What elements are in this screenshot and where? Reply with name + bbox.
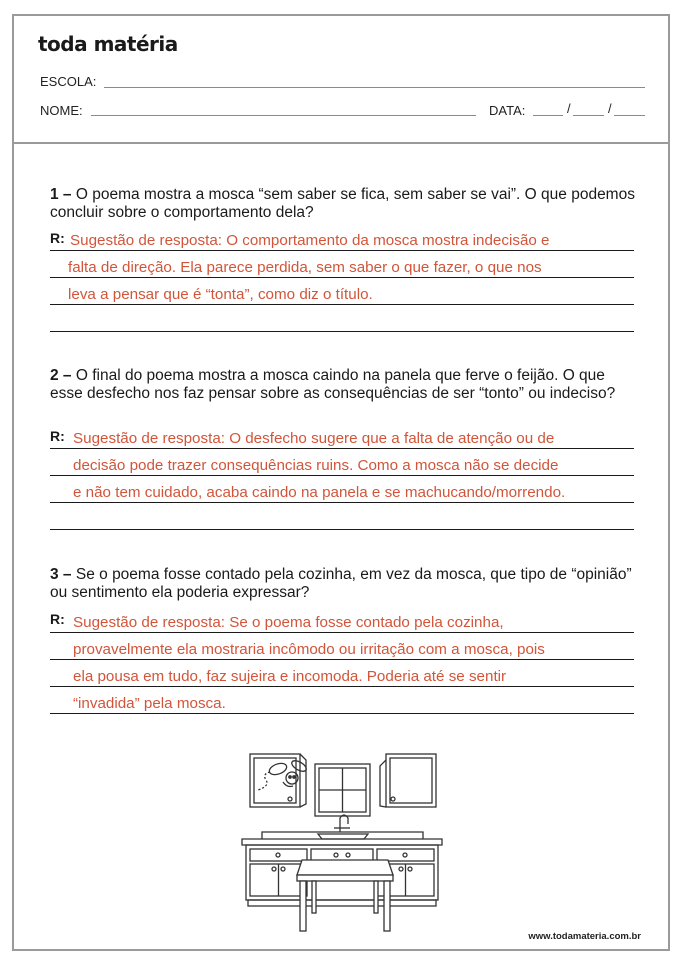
name-input-line[interactable] bbox=[91, 115, 476, 116]
school-input-line[interactable] bbox=[104, 87, 645, 88]
question-text: O poema mostra a mosca “sem saber se fica, sem saber se vai”. O que podemos concluir sobre o comportamento dela? bbox=[50, 186, 635, 221]
answer-label: R: bbox=[50, 611, 65, 627]
answer-line[interactable] bbox=[50, 277, 634, 278]
answer-line-text: ela pousa em tudo, faz sujeira e incomoda. Poderia até se sentir bbox=[73, 668, 507, 685]
footer-website[interactable]: www.todamateria.com.br bbox=[528, 931, 641, 942]
answer-line[interactable] bbox=[50, 659, 634, 660]
answer-line-text: leva a pensar que é “tonta”, como diz o título. bbox=[68, 286, 373, 303]
answer-line[interactable] bbox=[50, 250, 634, 251]
answer-line[interactable] bbox=[50, 304, 634, 305]
answer-line-text: decisão pode trazer consequências ruins. Como a mosca não se decide bbox=[73, 457, 559, 474]
answer-line[interactable] bbox=[50, 331, 634, 332]
answer-line-text: Sugestão de resposta: O desfecho sugere que a falta de atenção ou de bbox=[73, 430, 555, 447]
question-number: 1 – bbox=[50, 186, 72, 203]
question-number: 2 – bbox=[50, 367, 72, 384]
answer-line[interactable] bbox=[50, 713, 634, 714]
answer-line[interactable] bbox=[50, 632, 634, 633]
sink bbox=[318, 815, 368, 839]
table bbox=[297, 860, 393, 931]
right-wall-cabinet bbox=[380, 754, 436, 807]
date-year-line[interactable] bbox=[614, 115, 645, 116]
date-day-line[interactable] bbox=[533, 115, 563, 116]
question-number: 3 – bbox=[50, 566, 72, 583]
header-divider bbox=[12, 142, 670, 144]
date-label: DATA: bbox=[489, 103, 526, 118]
kitchen-with-fly-illustration bbox=[230, 742, 460, 942]
date-month-line[interactable] bbox=[573, 115, 604, 116]
answer-line-text: Sugestão de resposta: Se o poema fosse contado pela cozinha, bbox=[73, 614, 504, 631]
school-label: ESCOLA: bbox=[40, 74, 97, 89]
answer-line[interactable] bbox=[50, 529, 634, 530]
date-separator: / bbox=[567, 101, 571, 116]
answer-label: R: bbox=[50, 230, 65, 246]
answer-line[interactable] bbox=[50, 448, 634, 449]
question-2 bbox=[50, 367, 640, 403]
name-label: NOME: bbox=[40, 103, 83, 118]
question-text: Se o poema fosse contado pela cozinha, em vez da mosca, que tipo de “opinião” ou sentimento ela poderia expressar? bbox=[50, 566, 632, 601]
answer-line-text: provavelmente ela mostraria incômodo ou irritação com a mosca, pois bbox=[73, 641, 545, 658]
answer-line-text: falta de direção. Ela parece perdida, sem saber o que fazer, o que nos bbox=[68, 259, 542, 276]
brand-logo: toda matéria bbox=[38, 32, 178, 56]
question-1 bbox=[50, 186, 640, 222]
answer-line-text: e não tem cuidado, acaba caindo na panela e se machucando/morrendo. bbox=[73, 484, 566, 501]
date-separator: / bbox=[608, 101, 612, 116]
window bbox=[315, 764, 370, 816]
answer-label: R: bbox=[50, 428, 65, 444]
question-3 bbox=[50, 566, 640, 602]
answer-line-text: Sugestão de resposta: O comportamento da mosca mostra indecisão e bbox=[70, 232, 550, 249]
answer-line[interactable] bbox=[50, 475, 634, 476]
question-text: O final do poema mostra a mosca caindo na panela que ferve o feijão. O que esse desfecho nos faz pensar sobre as consequências de ser “tonto” ou indeciso? bbox=[50, 367, 616, 402]
answer-line[interactable] bbox=[50, 502, 634, 503]
answer-line-text: “invadida” pela mosca. bbox=[73, 695, 226, 712]
answer-line[interactable] bbox=[50, 686, 634, 687]
